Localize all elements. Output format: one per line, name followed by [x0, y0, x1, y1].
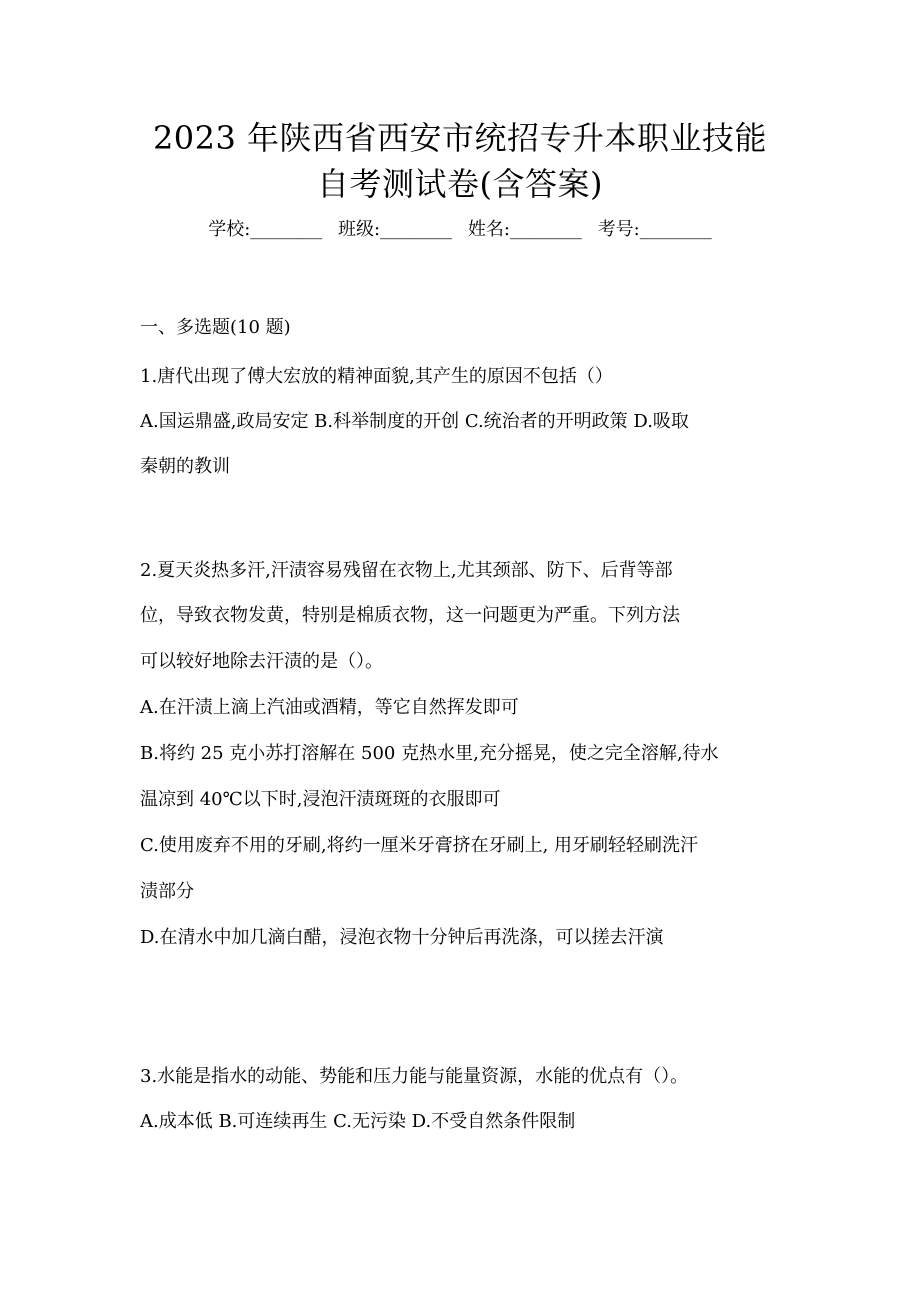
exam-title-line-1: 2023 年陕西省西安市统招专升本职业技能 [152, 119, 768, 157]
question-3-options: A.成本低 B.可连续再生 C.无污染 D.不受自然条件限制 [140, 1111, 576, 1132]
question-2-stem-cont-1: 位，导致衣物发黄，特别是棉质衣物，这一问题更为严重。下列方法 [140, 605, 680, 626]
school-field: 学校:________ [208, 219, 323, 240]
exam-number-field: 考号:________ [597, 219, 712, 240]
exam-title-line-2: 自考测试卷(含答案) [317, 165, 603, 203]
question-1-options: A.国运鼎盛,政局安定 B.科举制度的开创 C.统治者的开明政策 D.吸取 [140, 411, 689, 432]
student-info-row [0, 216, 920, 244]
question-2-option-a: A.在汗渍上滴上汽油或酒精，等它自然挥发即可 [140, 697, 519, 718]
question-3-stem: 3.水能是指水的动能、势能和压力能与能量资源，水能的优点有（）。 [140, 1066, 689, 1087]
section-heading: 一、多选题(10 题) [140, 317, 291, 338]
question-2-option-b: B.将约 25 克小苏打溶解在 500 克热水里,充分摇晃，使之完全溶解,待水 [140, 743, 719, 764]
question-2-stem: 2.夏天炎热多汗,汗渍容易残留在衣物上,尤其颈部、防下、后背等部 [140, 560, 673, 581]
question-1-options-cont: 秦朝的教训 [140, 456, 230, 477]
question-2-option-d: D.在清水中加几滴白醋，浸泡衣物十分钟后再洗涤，可以搓去汗演 [140, 927, 664, 948]
question-2-option-c: C.使用废弃不用的牙刷,将约一厘米牙膏挤在牙刷上, 用牙刷轻轻刷洗汗 [140, 835, 699, 856]
class-field: 班级:________ [338, 219, 453, 240]
question-2-stem-cont-2: 可以较好地除去汗渍的是（）。 [140, 651, 383, 672]
question-2-option-c-cont: 渍部分 [140, 881, 194, 902]
question-2-option-b-cont: 温凉到 40℃以下时,浸泡汗渍斑斑的衣服即可 [140, 789, 501, 810]
question-1-stem: 1.唐代出现了傅大宏放的精神面貌,其产生的原因不包括（） [140, 366, 613, 387]
name-field: 姓名:________ [467, 219, 582, 240]
